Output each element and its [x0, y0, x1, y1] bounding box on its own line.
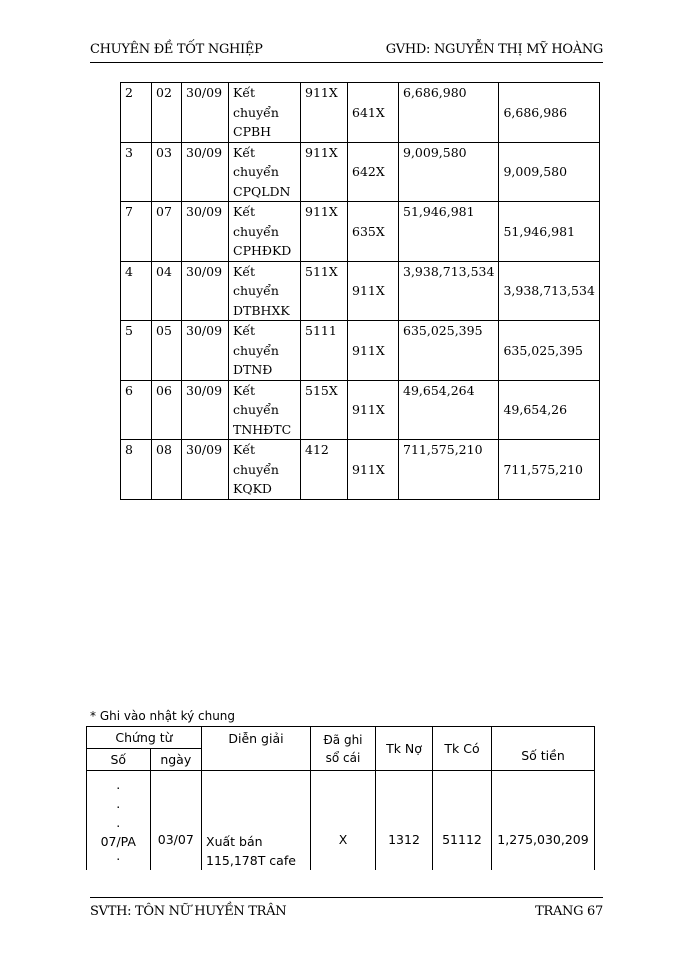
closing-entries-table	[120, 82, 600, 500]
cell-tkno: 412	[301, 440, 348, 500]
cell-ngay: 30/09	[182, 380, 229, 440]
col-daghi-l2: sổ cái	[325, 750, 361, 765]
header-advisor: GVHD: NGUYỄN THỊ MỸ HOÀNG	[385, 42, 603, 57]
cell-ngay: 30/09	[182, 321, 229, 381]
col-ngay: ngày	[150, 749, 201, 771]
dg-line: Kết	[233, 442, 256, 457]
cell-diengiai	[229, 261, 301, 321]
cell-no-amount: 49,654,264	[399, 380, 499, 440]
cell-co-amount: 49,654,26	[499, 380, 599, 440]
table-row	[121, 440, 600, 500]
dg-line: Kết	[233, 382, 256, 398]
dot: .	[116, 796, 121, 811]
cell-tkno: 5111	[301, 321, 348, 381]
cell-diengiai	[229, 83, 301, 143]
col-so: Số	[87, 749, 151, 771]
dg-line: chuyển	[233, 342, 279, 358]
cell-ngay: 30/09	[182, 440, 229, 500]
cell-no-amount: 635,025,395	[399, 321, 499, 381]
cell-co-amount: 51,946,981	[499, 202, 599, 262]
cell-so	[87, 771, 151, 871]
cell-co-amount: 3,938,713,534	[499, 261, 599, 321]
cell-stt: 2	[121, 83, 152, 143]
cell-tkno: 911X	[301, 202, 348, 262]
ngay-value: 03/07	[157, 832, 194, 847]
dg-line: KQKD	[233, 481, 272, 496]
cell-diengiai	[229, 380, 301, 440]
sotien-value: 1,275,030,209	[497, 832, 589, 847]
cell-co-amount: 6,686,986	[499, 83, 599, 143]
dot: .	[116, 815, 121, 830]
journal-note: * Ghi vào nhật ký chung	[90, 709, 236, 723]
dg-line: DTNĐ	[233, 362, 273, 377]
general-journal-table	[86, 726, 595, 870]
cell-so: 04	[152, 261, 182, 321]
cell-stt: 3	[121, 142, 152, 202]
cell-tkno: 515X	[301, 380, 348, 440]
cell-stt: 4	[121, 261, 152, 321]
cell-ngay: 30/09	[182, 83, 229, 143]
cell-stt: 8	[121, 440, 152, 500]
cell-ngay: 30/09	[182, 142, 229, 202]
cell-ngay	[150, 771, 201, 871]
dg-line: Kết	[233, 263, 256, 279]
tkno-value: 1312	[388, 832, 420, 847]
dot: .	[116, 777, 121, 792]
cell-tkno: 911X	[301, 83, 348, 143]
dg-line: DTBHXK	[233, 302, 290, 318]
cell-no-amount: 711,575,210	[399, 440, 499, 500]
cell-ngay: 30/09	[182, 202, 229, 262]
footer-page: TRANG 67	[535, 904, 603, 919]
cell-so: 03	[152, 142, 182, 202]
cell-tkco: 635X	[348, 202, 399, 262]
cell-co-amount: 9,009,580	[499, 142, 599, 202]
cell-tkco: 642X	[348, 142, 399, 202]
cell-no-amount: 3,938,713,534	[399, 261, 499, 321]
so-value: 07/PA	[100, 834, 136, 849]
cell-daghi	[311, 771, 376, 871]
table-row	[121, 321, 600, 381]
table-row	[121, 202, 600, 262]
col-chungtu: Chứng từ	[87, 727, 202, 749]
cell-so: 07	[152, 202, 182, 262]
cell-no-amount: 9,009,580	[399, 142, 499, 202]
cell-diengiai	[229, 321, 301, 381]
cell-ngay: 30/09	[182, 261, 229, 321]
cell-diengiai	[229, 142, 301, 202]
cell-so: 06	[152, 380, 182, 440]
col-tkco: Tk Có	[433, 727, 492, 771]
cell-tkco: 911X	[348, 261, 399, 321]
dg-line2: 115,178T cafe	[206, 853, 296, 868]
cell-no-amount: 6,686,980	[399, 83, 499, 143]
dg-line: chuyển	[233, 164, 279, 179]
dg-line: CPQLDN	[233, 183, 291, 199]
cell-no-amount: 51,946,981	[399, 202, 499, 262]
cell-so: 02	[152, 83, 182, 143]
cell-tkno: 911X	[301, 142, 348, 202]
col-sotien: Số tiền	[492, 727, 595, 771]
daghi-value: X	[338, 832, 348, 847]
dg-line: Kết	[233, 323, 256, 338]
dg-line: chuyển	[233, 402, 279, 417]
cell-tkno: 511X	[301, 261, 348, 321]
cell-diengiai	[202, 771, 311, 871]
cell-co-amount: 635,025,395	[499, 321, 599, 381]
col-tkno: Tk Nợ	[376, 727, 433, 771]
table-row	[121, 380, 600, 440]
cell-diengiai	[229, 202, 301, 262]
table-row	[121, 142, 600, 202]
table-row	[121, 261, 600, 321]
cell-tkco	[433, 771, 492, 871]
cell-tkno	[376, 771, 433, 871]
table-row	[121, 83, 600, 143]
cell-tkco: 911X	[348, 440, 399, 500]
dg-line1: Xuất bán	[206, 834, 263, 849]
page-header	[90, 40, 603, 63]
cell-tkco: 911X	[348, 321, 399, 381]
dg-line: Kết	[233, 204, 256, 219]
cell-so: 05	[152, 321, 182, 381]
dg-line: chuyển	[233, 283, 279, 298]
cell-tkco: 911X	[348, 380, 399, 440]
cell-diengiai	[229, 440, 301, 500]
cell-so: 08	[152, 440, 182, 500]
cell-tkco: 641X	[348, 83, 399, 143]
footer-student: SVTH: TÔN NỮ HUYỀN TRÂN	[90, 904, 287, 919]
col-diengiai: Diễn giải	[202, 727, 311, 771]
cell-co-amount: 711,575,210	[499, 440, 599, 500]
col-daghi	[311, 727, 376, 771]
cell-stt: 6	[121, 380, 152, 440]
cell-stt: 5	[121, 321, 152, 381]
dg-line: Kết	[233, 144, 256, 160]
dg-line: CPBH	[233, 124, 272, 139]
dg-line: chuyển	[233, 461, 279, 477]
dg-line: CPHĐKD	[233, 243, 292, 258]
dot: .	[116, 848, 121, 863]
dg-line: chuyển	[233, 223, 279, 239]
dg-line: TNHĐTC	[233, 421, 292, 437]
header-title: CHUYÊN ĐỀ TỐT NGHIỆP	[90, 42, 263, 57]
cell-stt: 7	[121, 202, 152, 262]
cell-sotien	[492, 771, 595, 871]
tkco-value: 51112	[442, 832, 482, 847]
col-daghi-l1: Đã ghi	[323, 732, 363, 747]
page-footer	[90, 897, 603, 922]
dg-line: Kết	[233, 85, 256, 100]
dg-line: chuyển	[233, 104, 279, 120]
